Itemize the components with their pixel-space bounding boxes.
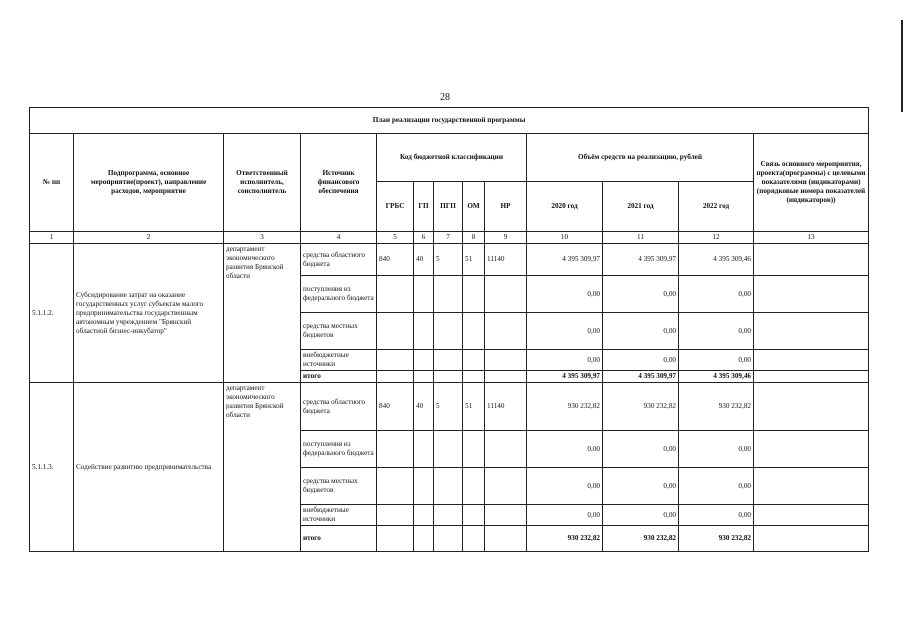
amount-2020: 0,00 [527,313,603,350]
amount-2021: 4 395 309,97 [603,244,679,276]
indicator-link [754,526,869,552]
funding-source: поступления из федерального бюджета [301,276,377,313]
column-number: 5 [377,232,414,244]
column-number: 8 [463,232,485,244]
header-executor: Ответственный исполнитель, соисполнитель [224,134,301,232]
total-2020: 4 395 309,97 [527,371,603,383]
margin-rule [901,20,903,112]
code-grbs [377,431,414,468]
indicator-link [754,383,869,431]
title-row [30,108,869,134]
code-np [485,468,527,505]
code-grbs [377,468,414,505]
code-grbs [377,313,414,350]
activity-executor: департамент экономического развития Брянской области [224,244,301,383]
code-np [485,313,527,350]
header-2020: 2020 год [527,182,603,232]
activity-number: 5.1.1.3. [30,383,74,552]
funding-source: внебюджетные источники [301,350,377,371]
amount-2020: 0,00 [527,468,603,505]
funding-source: средства местных бюджетов [301,468,377,505]
code-pgp [434,468,463,505]
column-number: 4 [301,232,377,244]
code-pgp [434,505,463,526]
amount-2022: 930 232,82 [679,383,754,431]
code-np [485,350,527,371]
code-pgp [434,350,463,371]
table-row [30,383,869,431]
amount-2022: 0,00 [679,350,754,371]
indicator-link [754,244,869,276]
code-pgp [434,371,463,383]
header-pgp: ПГП [434,182,463,232]
indicator-link [754,431,869,468]
code-pgp [434,431,463,468]
code-np [485,431,527,468]
header-gp: ГП [414,182,434,232]
header-link: Связь основного мероприятия, проекта(программы) с целевыми показателями (индикаторами) (порядковые номера показателей (индикаторов)) [754,134,869,232]
header-source: Источник финансового обеспечения [301,134,377,232]
code-gp [414,505,434,526]
amount-2021: 0,00 [603,505,679,526]
column-number: 13 [754,232,869,244]
column-number: 6 [414,232,434,244]
amount-2021: 930 232,82 [603,383,679,431]
code-np [485,371,527,383]
amount-2022: 4 395 309,46 [679,244,754,276]
code-om [463,313,485,350]
funding-source: средства местных бюджетов [301,313,377,350]
amount-2022: 0,00 [679,468,754,505]
code-om [463,371,485,383]
code-grbs [377,526,414,552]
header-volume: Объём средств на реализацию, рублей [527,134,754,182]
code-gp [414,468,434,505]
column-number: 3 [224,232,301,244]
table-row [30,244,869,276]
amount-2020: 0,00 [527,276,603,313]
total-2021: 930 232,82 [603,526,679,552]
indicator-link [754,371,869,383]
funding-source: средства областного бюджета [301,383,377,431]
total-2021: 4 395 309,97 [603,371,679,383]
column-number: 10 [527,232,603,244]
header-grbs: ГРБС [377,182,414,232]
activity-name: Содействие развитию предпринимательства [74,383,224,552]
code-grbs [377,276,414,313]
code-om [463,350,485,371]
amount-2022: 0,00 [679,505,754,526]
code-np: 11140 [485,244,527,276]
page-number: 28 [440,92,450,103]
total-label: итого [301,526,377,552]
column-number: 7 [434,232,463,244]
indicator-link [754,505,869,526]
code-gp: 40 [414,244,434,276]
code-gp [414,276,434,313]
header-num: № пп [30,134,74,232]
header-program: Подпрограмма, основное мероприятие(проект), направление расходов, мероприятие [74,134,224,232]
header-np: НР [485,182,527,232]
total-2022: 4 395 309,46 [679,371,754,383]
code-gp [414,431,434,468]
column-number-row [30,232,869,244]
activity-number: 5.1.1.2. [30,244,74,383]
code-np [485,505,527,526]
code-om [463,526,485,552]
code-pgp [434,313,463,350]
code-grbs [377,350,414,371]
indicator-link [754,313,869,350]
code-gp [414,371,434,383]
funding-source: средства областного бюджета [301,244,377,276]
amount-2022: 0,00 [679,276,754,313]
code-np [485,526,527,552]
column-number: 11 [603,232,679,244]
table-title: План реализации государственной программы [30,108,869,134]
amount-2020: 4 395 309,97 [527,244,603,276]
code-grbs: 840 [377,244,414,276]
code-pgp: 5 [434,244,463,276]
total-2022: 930 232,82 [679,526,754,552]
indicator-link [754,276,869,313]
amount-2021: 0,00 [603,313,679,350]
code-om [463,276,485,313]
funding-source: поступления из федерального бюджета [301,431,377,468]
header-2022: 2022 год [679,182,754,232]
code-np [485,276,527,313]
funding-source: внебюджетные источники [301,505,377,526]
code-gp [414,313,434,350]
amount-2021: 0,00 [603,276,679,313]
column-number: 12 [679,232,754,244]
indicator-link [754,350,869,371]
amount-2020: 0,00 [527,505,603,526]
activity-executor: департамент экономического развития Брянской области [224,383,301,552]
code-gp: 40 [414,383,434,431]
code-grbs [377,371,414,383]
code-om: 51 [463,383,485,431]
code-gp [414,526,434,552]
indicator-link [754,468,869,505]
code-pgp [434,276,463,313]
code-om [463,468,485,505]
code-om [463,505,485,526]
column-number: 9 [485,232,527,244]
code-gp [414,350,434,371]
amount-2022: 0,00 [679,431,754,468]
code-om [463,431,485,468]
amount-2020: 0,00 [527,350,603,371]
activity-name: Субсидирование затрат на оказание государственных услуг субъектам малого предпринимательства государственным автономным учреждением "Брянский областной бизнес-инкубатор" [74,244,224,383]
amount-2021: 0,00 [603,350,679,371]
amount-2020: 0,00 [527,431,603,468]
code-grbs: 840 [377,383,414,431]
code-np: 11140 [485,383,527,431]
amount-2021: 0,00 [603,431,679,468]
program-plan-table [29,107,869,552]
code-grbs [377,505,414,526]
column-number: 2 [74,232,224,244]
code-pgp: 5 [434,383,463,431]
column-number: 1 [30,232,74,244]
header-row [30,134,869,182]
header-om: ОМ [463,182,485,232]
code-om: 51 [463,244,485,276]
total-2020: 930 232,82 [527,526,603,552]
amount-2020: 930 232,82 [527,383,603,431]
amount-2022: 0,00 [679,313,754,350]
amount-2021: 0,00 [603,468,679,505]
header-budget-code: Код бюджетной классификации [377,134,527,182]
code-pgp [434,526,463,552]
total-label: итого [301,371,377,383]
header-2021: 2021 год [603,182,679,232]
